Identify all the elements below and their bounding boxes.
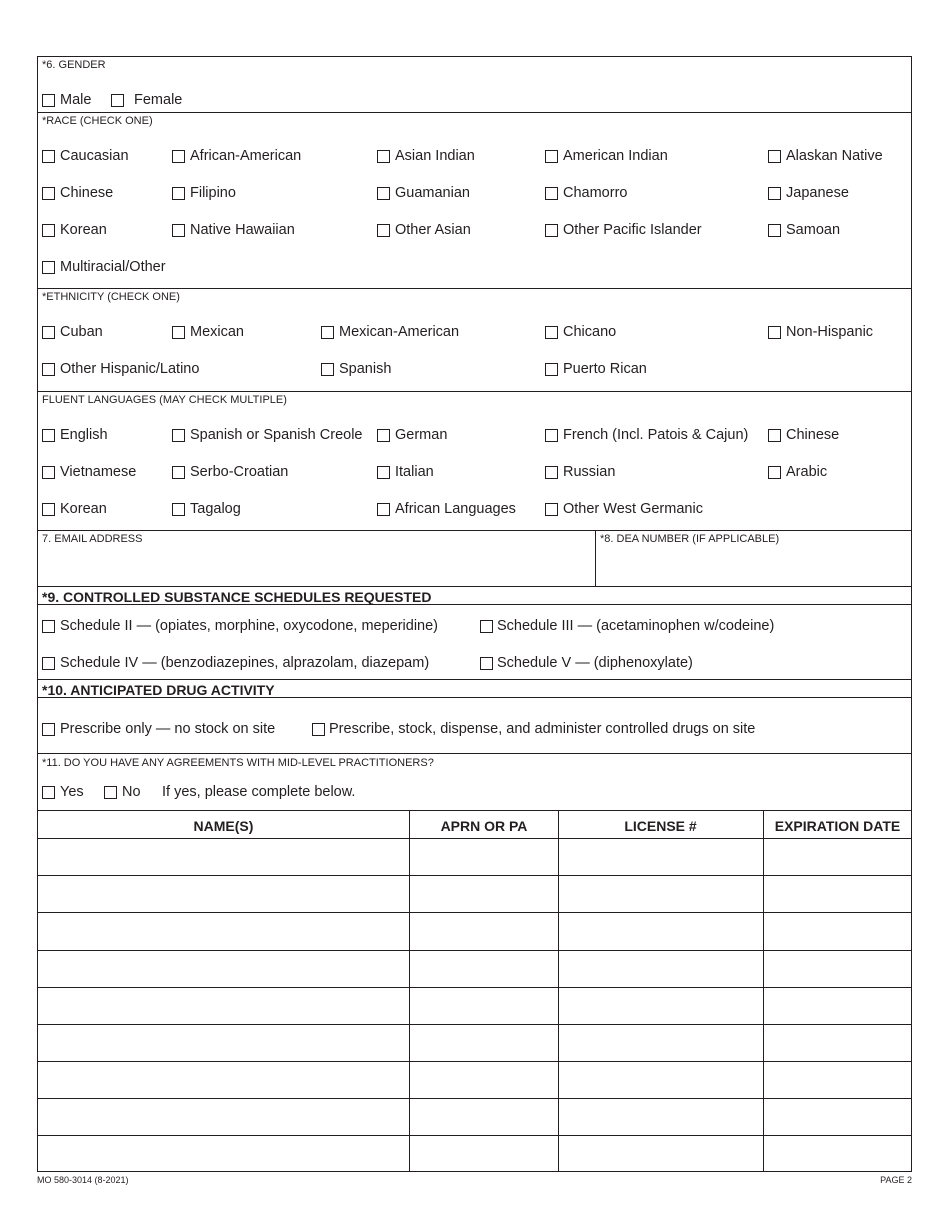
race-label: *RACE (CHECK ONE) [42,115,153,127]
drug-activity-option[interactable]: Prescribe only — no stock on site [42,721,275,737]
checkbox-icon [312,723,325,736]
checkbox-icon [42,466,55,479]
checkbox-icon [768,150,781,163]
checkbox-icon [42,429,55,442]
aprn-pa-cell[interactable] [410,913,558,949]
checkbox-icon [42,620,55,633]
language-option[interactable]: Italian [377,464,434,480]
license-cell[interactable] [559,1025,763,1061]
expiration-cell[interactable] [764,988,912,1024]
checkbox-icon [172,503,185,516]
aprn-pa-cell[interactable] [410,1025,558,1061]
expiration-cell[interactable] [764,913,912,949]
dea-label: *8. DEA NUMBER (IF APPLICABLE) [600,533,780,545]
checkbox-icon [172,224,185,237]
checkbox-icon [104,786,117,799]
checkbox-icon [377,466,390,479]
race-option[interactable]: Native Hawaiian [172,222,295,238]
name-cell[interactable] [37,1136,409,1172]
ethnicity-option[interactable]: Other Hispanic/Latino [42,361,199,377]
language-option[interactable]: Serbo-Croatian [172,464,288,480]
ethnicity-option[interactable]: Cuban [42,324,103,340]
gender-female-checkbox[interactable]: Female [111,92,182,108]
language-option[interactable]: Arabic [768,464,827,480]
name-cell[interactable] [37,1099,409,1135]
checkbox-icon [545,224,558,237]
checkbox-icon [545,363,558,376]
checkbox-icon [768,224,781,237]
language-option[interactable]: Other West Germanic [545,501,703,517]
column-header-aprn-pa: APRN OR PA [440,818,528,834]
license-cell[interactable] [559,1062,763,1098]
race-option[interactable]: Asian Indian [377,148,475,164]
ethnicity-option[interactable]: Spanish [321,361,391,377]
schedule-option[interactable]: Schedule V — (diphenoxylate) [480,655,693,671]
divider-schedules-activity [37,679,912,680]
checkbox-icon [42,261,55,274]
license-cell[interactable] [559,913,763,949]
column-header-names: NAME(S) [193,818,254,834]
checkbox-icon [768,326,781,339]
license-cell[interactable] [559,876,763,912]
license-cell[interactable] [559,988,763,1024]
divider-ethnicity-languages [37,391,912,392]
checkbox-icon [172,466,185,479]
agreements-label: *11. DO YOU HAVE ANY AGREEMENTS WITH MID-LEVEL PRACTITIONERS? [42,757,434,769]
ethnicity-option[interactable]: Chicano [545,324,616,340]
checkbox-icon [768,429,781,442]
race-option[interactable]: Other Asian [377,222,471,238]
languages-label: FLUENT LANGUAGES (MAY CHECK MULTIPLE) [42,394,287,406]
checkbox-icon [321,326,334,339]
aprn-pa-cell[interactable] [410,1136,558,1172]
schedule-option[interactable]: Schedule II — (opiates, morphine, oxycodone, meperidine) [42,618,438,634]
language-option[interactable]: English [42,427,108,443]
expiration-cell[interactable] [764,1062,912,1098]
drug-activity-heading: *10. ANTICIPATED DRUG ACTIVITY [42,682,275,698]
race-option[interactable]: Multiracial/Other [42,259,166,275]
expiration-cell[interactable] [764,1025,912,1061]
name-cell[interactable] [37,1025,409,1061]
schedule-option[interactable]: Schedule IV — (benzodiazepines, alprazolam, diazepam) [42,655,429,671]
checkbox-icon [768,187,781,200]
divider-languages-email [37,530,912,531]
ethnicity-option[interactable]: Mexican-American [321,324,459,340]
divider-email-schedules [37,586,912,587]
column-header-expiration: EXPIRATION DATE [774,818,901,834]
column-header-license: LICENSE # [624,818,697,834]
aprn-pa-cell[interactable] [410,1062,558,1098]
name-cell[interactable] [37,839,409,875]
divider-agreements-table [37,810,912,811]
language-option[interactable]: Tagalog [172,501,241,517]
checkbox-icon [377,187,390,200]
race-option[interactable]: Japanese [768,185,849,201]
name-cell[interactable] [37,1062,409,1098]
race-option[interactable]: American Indian [545,148,668,164]
license-cell[interactable] [559,951,763,987]
checkbox-icon [42,224,55,237]
email-field[interactable] [42,548,590,582]
checkbox-icon [172,150,185,163]
checkbox-icon [42,723,55,736]
language-option[interactable]: Korean [42,501,107,517]
checkbox-icon [545,503,558,516]
race-option[interactable]: Chinese [42,185,113,201]
checkbox-icon [42,503,55,516]
license-cell[interactable] [559,1136,763,1172]
agreements-yes-checkbox[interactable]: Yes [42,784,84,800]
language-option[interactable]: Russian [545,464,615,480]
expiration-cell[interactable] [764,1099,912,1135]
race-option[interactable]: Guamanian [377,185,470,201]
expiration-cell[interactable] [764,839,912,875]
gender-label: *6. GENDER [42,59,106,71]
race-option[interactable]: Caucasian [42,148,129,164]
checkbox-icon [377,150,390,163]
agreements-note: If yes, please complete below. [162,784,356,800]
license-cell[interactable] [559,1099,763,1135]
language-option[interactable]: Spanish or Spanish Creole [172,427,363,443]
drug-activity-option[interactable]: Prescribe, stock, dispense, and administer controlled drugs on site [312,721,755,737]
checkbox-icon [545,187,558,200]
race-option[interactable]: Filipino [172,185,236,201]
ethnicity-label: *ETHNICITY (CHECK ONE) [42,291,180,303]
checkbox-icon [545,326,558,339]
schedules-heading: *9. CONTROLLED SUBSTANCE SCHEDULES REQUESTED [42,589,432,605]
form-number: MO 580-3014 (8-2021) [37,1175,129,1185]
divider-gender-race [37,112,912,113]
checkbox-icon [172,429,185,442]
page-number: PAGE 2 [880,1175,912,1185]
checkbox-icon [545,466,558,479]
ethnicity-option[interactable]: Non-Hispanic [768,324,873,340]
checkbox-icon [377,503,390,516]
ethnicity-option[interactable]: Mexican [172,324,244,340]
checkbox-icon [321,363,334,376]
name-cell[interactable] [37,876,409,912]
checkbox-icon [42,657,55,670]
checkbox-icon [377,429,390,442]
checkbox-icon [111,94,124,107]
checkbox-icon [42,786,55,799]
checkbox-icon [42,326,55,339]
expiration-cell[interactable] [764,1136,912,1172]
race-option[interactable]: African-American [172,148,301,164]
divider-race-ethnicity [37,288,912,289]
checkbox-icon [42,187,55,200]
checkbox-icon [42,150,55,163]
expiration-cell[interactable] [764,951,912,987]
language-option[interactable]: Vietnamese [42,464,136,480]
race-option[interactable]: Samoan [768,222,840,238]
aprn-pa-cell[interactable] [410,988,558,1024]
checkbox-icon [172,326,185,339]
aprn-pa-cell[interactable] [410,1099,558,1135]
name-cell[interactable] [37,988,409,1024]
race-option[interactable]: Alaskan Native [768,148,883,164]
license-cell[interactable] [559,839,763,875]
race-option[interactable]: Chamorro [545,185,627,201]
language-option[interactable]: Chinese [768,427,839,443]
checkbox-icon [545,150,558,163]
aprn-pa-cell[interactable] [410,839,558,875]
divider-email-dea [595,530,596,586]
language-option[interactable]: French (Incl. Patois & Cajun) [545,427,748,443]
checkbox-icon [768,466,781,479]
name-cell[interactable] [37,913,409,949]
checkbox-icon [42,94,55,107]
aprn-pa-cell[interactable] [410,876,558,912]
name-cell[interactable] [37,951,409,987]
aprn-pa-cell[interactable] [410,951,558,987]
agreements-no-checkbox[interactable]: No [104,784,141,800]
checkbox-icon [545,429,558,442]
language-option[interactable]: German [377,427,447,443]
dea-number-field[interactable] [600,548,908,582]
checkbox-icon [42,363,55,376]
divider-activity-agreements [37,753,912,754]
checkbox-icon [480,657,493,670]
race-option[interactable]: Korean [42,222,107,238]
schedule-option[interactable]: Schedule III — (acetaminophen w/codeine) [480,618,774,634]
language-option[interactable]: African Languages [377,501,516,517]
race-option[interactable]: Other Pacific Islander [545,222,702,238]
checkbox-icon [480,620,493,633]
email-label: 7. EMAIL ADDRESS [42,533,143,545]
gender-male-checkbox[interactable]: Male [42,92,91,108]
ethnicity-option[interactable]: Puerto Rican [545,361,647,377]
checkbox-icon [172,187,185,200]
expiration-cell[interactable] [764,876,912,912]
checkbox-icon [377,224,390,237]
